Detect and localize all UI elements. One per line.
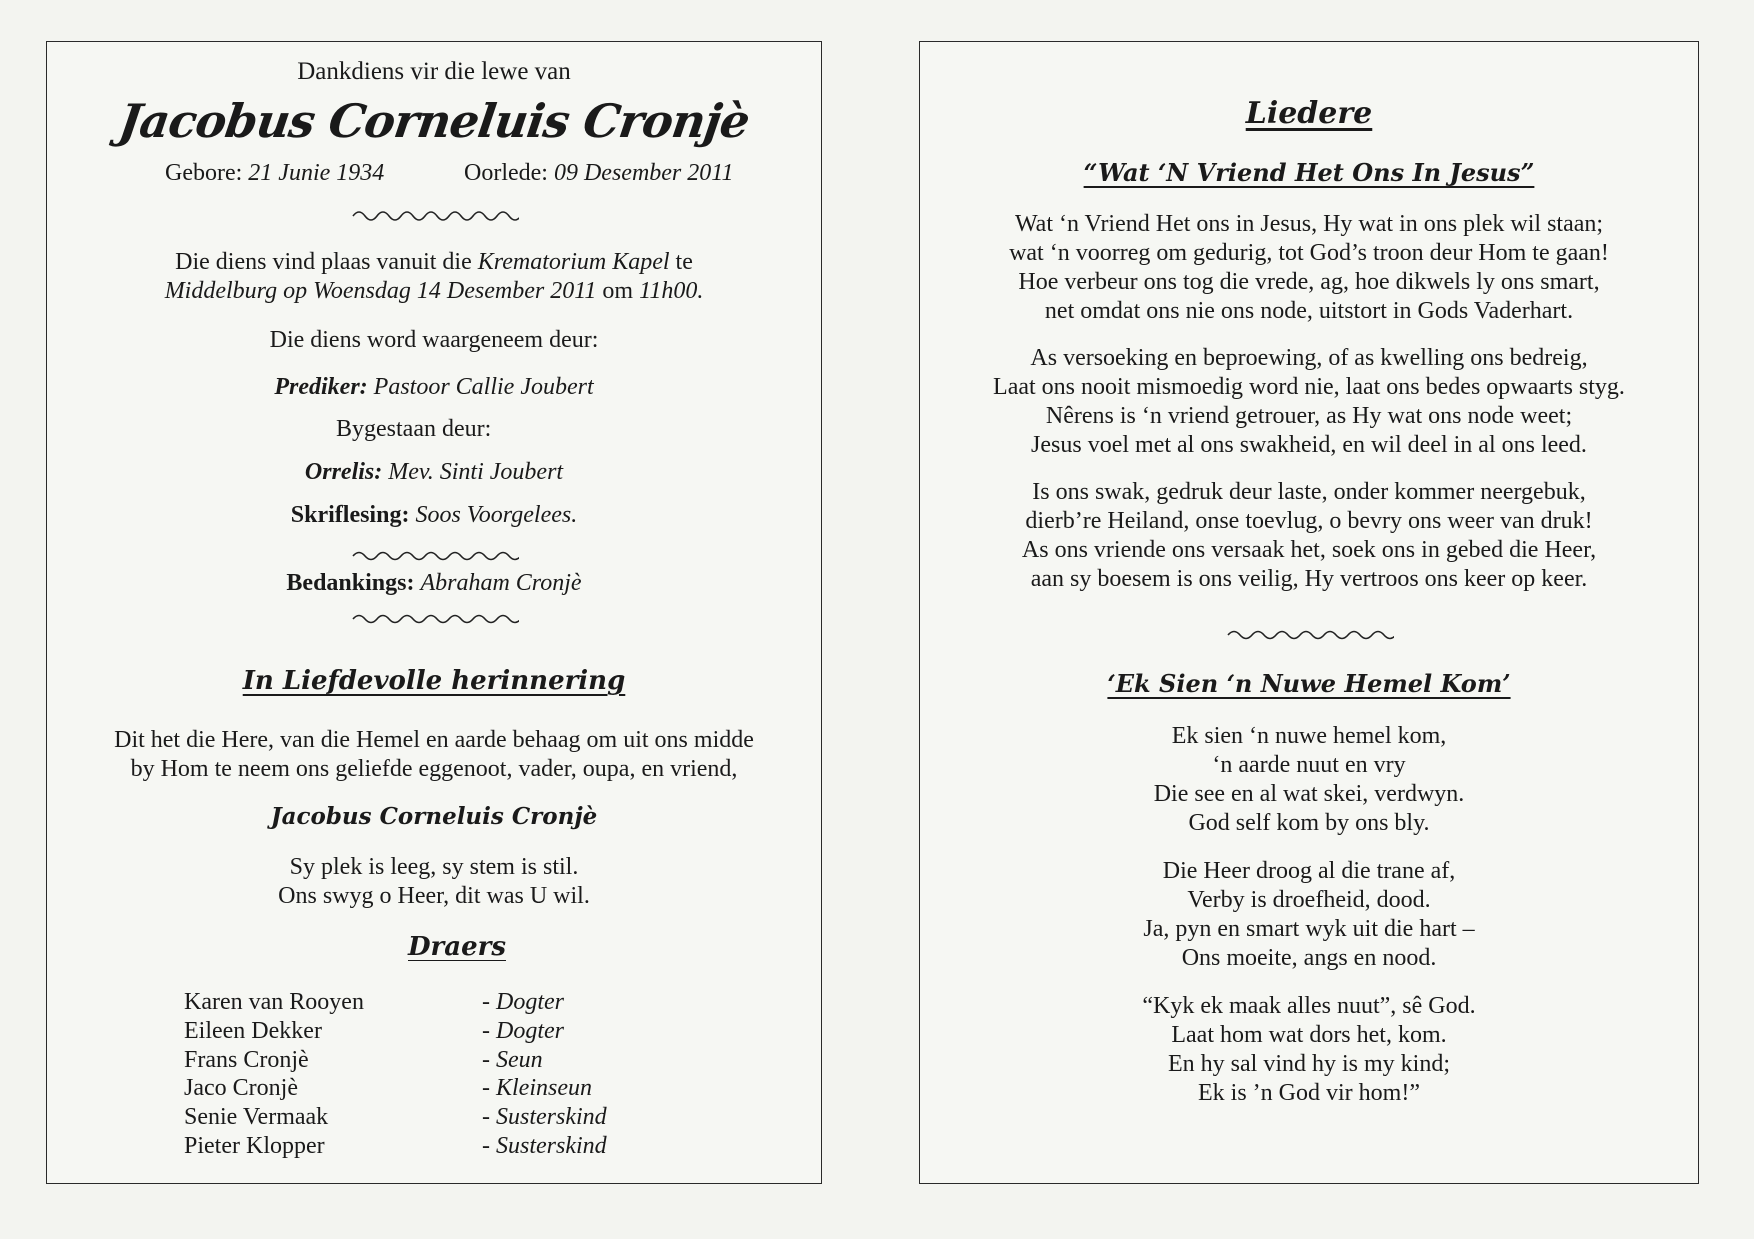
bearers-heading-text: Draers — [408, 932, 506, 962]
song1-title: “Wat ‘N Vriend Het Ons In Jesus” — [1083, 158, 1535, 187]
service-line-1 — [47, 249, 821, 276]
death-date-line — [464, 160, 734, 187]
lyric-line: net omdat ons nie ons node, uitstort in Gods Vaderhart. — [1044, 298, 1574, 324]
memory-line-2: by Hom te neem ons geliefde eggenoot, vader, oupa, en vriend, — [130, 756, 738, 782]
assisted-by: Bygestaan deur: — [336, 416, 492, 442]
organist-name: Mev. Sinti Joubert — [388, 459, 564, 485]
reading-label: Skriflesing: — [290, 502, 410, 528]
lyric-line: Laat ons nooit mismoedig word nie, laat ons bedes opwaarts styg. — [993, 374, 1625, 400]
lyric-line: Die Heer droog al die trane af, — [1162, 858, 1456, 884]
lyric-line: En hy sal vind hy is my kind; — [1168, 1051, 1450, 1077]
deceased-name-script: Jacobus Corneluis Cronjè — [115, 94, 753, 148]
bearer-name: Jaco Cronjè — [184, 1075, 298, 1102]
bearer-name: Senie Vermaak — [184, 1104, 329, 1131]
lyric-line: God self kom by ons bly. — [1188, 810, 1430, 836]
service-time: 11h00. — [639, 278, 704, 304]
lyric-line: Die see en al wat skei, verdwyn. — [1153, 781, 1465, 807]
left-page — [46, 41, 822, 1184]
bearer-name: Frans Cronjè — [184, 1046, 309, 1073]
bearer-relation: - Seun — [482, 1046, 543, 1073]
ornament-divider — [47, 610, 821, 631]
lyric-line: As versoeking en beproewing, of as kwelling ons bedreig, — [1030, 345, 1588, 371]
preacher-label: Prediker: — [274, 374, 368, 400]
ornament-divider — [47, 547, 821, 568]
lyric-line: Nêrens is ‘n vriend getrouer, as Hy wat ons node weet; — [1045, 403, 1573, 429]
bearer-name: Pieter Klopper — [184, 1132, 325, 1159]
bearer-relation: - Kleinseun — [482, 1075, 592, 1102]
bearer-relation: - Susterskind — [482, 1132, 607, 1159]
bearer-relation: - Susterskind — [482, 1104, 607, 1131]
born-date: 21 Junie 1934 — [248, 160, 385, 186]
lyric-line: Ek is ’n God vir hom!” — [1198, 1080, 1420, 1106]
bearers-heading — [327, 932, 587, 962]
died-date: 09 Desember 2011 — [553, 160, 734, 186]
lyric-line: ‘n aarde nuut en vry — [1212, 752, 1406, 778]
organist-label: Orrelis: — [304, 459, 383, 485]
lyric-line: Verby is droefheid, dood. — [1187, 887, 1431, 913]
service-text-om: om — [602, 278, 634, 304]
bearer-name: Karen van Rooyen — [184, 989, 364, 1015]
service-place: Krematorium Kapel — [477, 249, 670, 275]
lyric-line: Is ons swak, gedruk deur laste, onder kommer neergebuk, — [1032, 479, 1586, 505]
organist-line — [47, 459, 821, 486]
thanks-name: Abraham Cronjè — [420, 570, 582, 596]
lyric-line: aan sy boesem is ons veilig, Hy vertroos ons keer op keer. — [1030, 566, 1588, 592]
memory-heading: In Liefdevolle herinnering — [242, 666, 626, 696]
bearer-relation: - Dogter — [482, 1017, 564, 1044]
ornament-divider — [920, 626, 1698, 647]
reading-value: Soos Voorgelees. — [415, 502, 578, 528]
lyric-line: dierb’re Heiland, onse toevlug, o bevry ons weer van druk! — [1025, 508, 1593, 534]
lyric-line: Ek sien ‘n nuwe hemel kom, — [1171, 723, 1447, 749]
bearer-name: Eileen Dekker — [184, 1017, 322, 1044]
lyric-line: As ons vriende ons versaak het, soek ons in gebed die Heer, — [1021, 537, 1597, 563]
lyric-line: Laat hom wat dors het, kom. — [1171, 1022, 1447, 1048]
lyric-line: wat ‘n voorreg om gedurig, tot God’s troon deur Hom te gaan! — [1009, 240, 1609, 266]
ornament-divider — [47, 207, 821, 230]
memory-line-1: Dit het die Here, van die Hemel en aarde behaag om uit ons midde — [114, 727, 754, 753]
preacher-line — [47, 374, 821, 401]
bearer-relation: - Dogter — [482, 989, 564, 1015]
flourish-icon — [349, 207, 519, 225]
service-line-2 — [47, 278, 821, 305]
lyric-line: Ons moeite, angs en nood. — [1181, 945, 1437, 971]
verse-line-2: Ons swyg o Heer, dit was U wil. — [278, 883, 590, 909]
died-label: Oorlede: — [464, 160, 548, 186]
lyric-line: Wat ‘n Vriend Het ons in Jesus, Hy wat in ons plek wil staan; — [1014, 211, 1604, 237]
flourish-icon — [349, 612, 519, 626]
preacher-name: Pastoor Callie Joubert — [373, 374, 594, 400]
service-header: Dankdiens vir die lewe van — [297, 58, 571, 85]
lyric-line: Hoe verbeur ons tog die vrede, ag, hoe dikwels ly ons smart, — [1018, 269, 1600, 295]
flourish-icon — [1224, 628, 1394, 642]
lyric-line: Ja, pyn en smart wyk uit die hart – — [1143, 916, 1475, 942]
memory-name: Jacobus Corneluis Cronjè — [270, 803, 598, 830]
flourish-icon — [349, 549, 519, 563]
conducted-by: Die diens word waargeneem deur: — [269, 327, 599, 353]
right-page — [919, 41, 1699, 1184]
thanks-line — [47, 570, 821, 597]
service-text-te: te — [675, 249, 693, 275]
service-date: Middelburg op Woensdag 14 Desember 2011 — [164, 278, 597, 304]
verse-line-1: Sy plek is leeg, sy stem is stil. — [289, 854, 579, 880]
birth-date-line — [165, 160, 384, 187]
songs-heading: Liedere — [1245, 96, 1373, 131]
service-text: Die diens vind plaas vanuit die — [175, 249, 472, 275]
reading-line — [47, 502, 821, 529]
lyric-line: Jesus voel met al ons swakheid, en wil deel in al ons leed. — [1031, 432, 1587, 458]
song2-title: ‘Ek Sien ‘n Nuwe Hemel Kom’ — [1107, 669, 1511, 698]
born-label: Gebore: — [165, 160, 243, 186]
lyric-line: “Kyk ek maak alles nuut”, sê God. — [1142, 993, 1476, 1019]
thanks-label: Bedankings: — [286, 570, 415, 596]
